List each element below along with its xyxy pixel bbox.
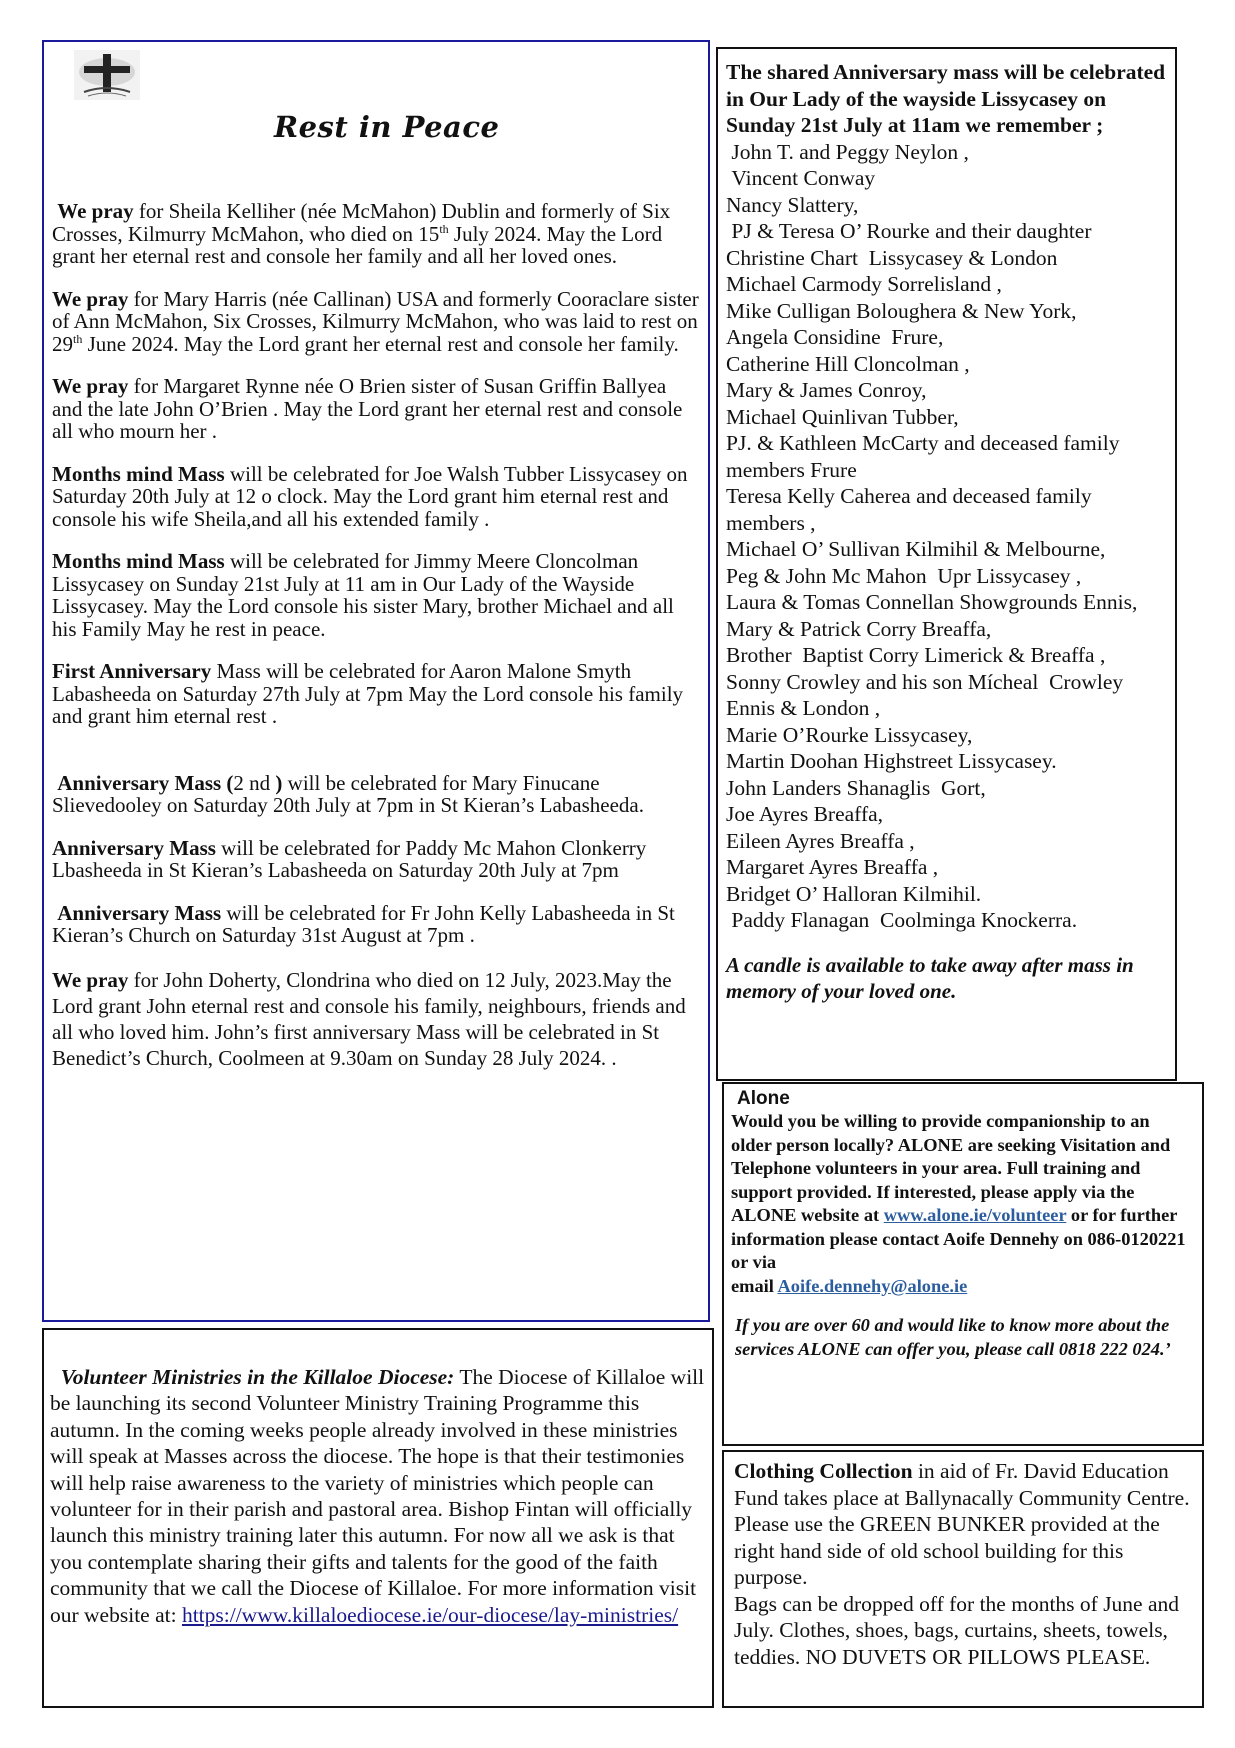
remembered-name: Mike Culligan Boloughera & New York,	[726, 298, 1077, 323]
alone-title: Alone	[737, 1088, 790, 1109]
remembered-name: Sonny Crowley and his son Mícheal Crowley Ennis & London ,	[726, 669, 1129, 720]
obituary-entry: We pray for Sheila Kelliher (née McMahon) Dublin and formerly of Six Crosses, Kilmurry McMahon, who died on 15th July 2024. May the Lord grant her eternal rest and console her family and all her loved ones.	[52, 199, 671, 268]
remembered-name: Angela Considine Frure,	[726, 325, 944, 349]
cross-icon	[74, 50, 140, 100]
remembered-name: Michael Carmody Sorrelisland ,	[726, 272, 1002, 296]
volunteer-text: Volunteer Ministries in the Killaloe Diocese: The Diocese of Killaloe will be launching its second Volunteer Ministry Training Programme this autumn. In the coming weeks people already involved in these ministries will speak at Masses across the diocese. The hope is that their testimonies will help raise awareness to the variety of ministries which people can volunteer for in their parish and pastoral area. Bishop Fintan will officially launch this ministry training later this autumn. For now all we ask is that you contemplate sharing their gifts and talents for the good of the faith community that we call the Diocese of Killaloe. For more information visit our website at: https://www.killaloediocese.ie/our-diocese/lay-ministries/	[50, 1365, 705, 1627]
remembered-name: Vincent Conway	[726, 166, 876, 190]
volunteer-ministries-box	[42, 1328, 714, 1708]
obituary-entry: First Anniversary Mass will be celebrated for Aaron Malone Smyth Labasheeda on Saturday 27th July at 7pm May the Lord console his family and grant him eternal rest .	[52, 659, 684, 728]
remembered-name: Marie O’Rourke Lissycasey,	[726, 722, 973, 747]
alone-over60-note: If you are over 60 and would like to know more about the services ALONE can offer you, please call 0818 222 024.’	[735, 1315, 1171, 1359]
rest-in-peace-box	[42, 40, 710, 1322]
remembered-name: Teresa Kelly Caherea and deceased family members ,	[726, 484, 1097, 535]
obituary-entry: We pray for Margaret Rynne née O Brien sister of Susan Griffin Ballyea and the late John O’Brien . May the Lord grant her eternal rest and console all who mourn her .	[52, 374, 683, 443]
remembered-name: Mary & James Conroy,	[726, 378, 927, 402]
obituary-entry: Months mind Mass will be celebrated for Joe Walsh Tubber Lissycasey on Saturday 20th July at 12 o clock. May the Lord grant him eternal rest and console his wife Sheila,and all his extended family .	[52, 461, 688, 531]
clothing-text-2: Bags can be dropped off for the months of June and July. Clothes, shoes, bags, curtains, sheets, towels, teddies. NO DUVETS OR PILLOWS PLEASE.	[734, 1591, 1180, 1669]
remembered-name: Michael Quinlivan Tubber,	[726, 404, 959, 429]
remembered-name: Michael O’ Sullivan Kilmihil & Melbourne,	[726, 537, 1106, 561]
diocese-website-link[interactable]: https://www.killaloediocese.ie/our-diocese/lay-ministries/	[181, 1602, 679, 1627]
remembered-name: Martin Doohan Highstreet Lissycasey.	[726, 749, 1057, 773]
remembered-name: Catherine Hill Cloncolman ,	[726, 351, 970, 376]
alone-volunteer-link[interactable]: www.alone.ie/volunteer	[883, 1205, 1067, 1225]
remembered-name: Laura & Tomas Connellan Showgrounds Ennis,	[726, 590, 1138, 614]
remembered-name: Eileen Ayres Breaffa ,	[726, 828, 915, 853]
page-title: Rest in Peace	[274, 110, 500, 144]
obituary-list	[52, 200, 700, 1071]
alone-text: Would you be willing to provide companionship to an older person locally? ALONE are seeking Visitation and Telephone volunteers in your area. Full training and support provided. If interested, please apply via the ALONE website at www.alone.ie/volunteer or for further information please contact Aoife Dennehy on 086-0120221 or via email Aoife.dennehy@alone.ie	[731, 1111, 1186, 1296]
obituary-entry: Anniversary Mass will be celebrated for Fr John Kelly Labasheeda in St Kieran’s Church on Saturday 31st August at 7pm .	[52, 900, 675, 947]
alone-box	[722, 1082, 1204, 1446]
obituary-entry: Months mind Mass will be celebrated for Jimmy Meere Cloncolman Lissycasey on Sunday 21st July at 11 am in Our Lady of the Wayside Lissycasey. May the Lord console his sister Mary, brother Michael and all his Family May he rest in peace.	[52, 549, 674, 641]
alone-email-link[interactable]: Aoife.dennehy@alone.ie	[777, 1275, 968, 1296]
remembered-name: PJ & Teresa O’ Rourke and their daughter Christine Chart Lissycasey & London	[726, 219, 1097, 270]
remembered-name: Paddy Flanagan Coolminga Knockerra.	[726, 908, 1078, 932]
obituary-entry: Anniversary Mass will be celebrated for Paddy Mc Mahon Clonkerry Lbasheeda in St Kieran’s Labasheeda on Saturday 20th July at 7pm	[52, 835, 647, 882]
obituary-entry: We pray for John Doherty, Clondrina who died on 12 July, 2023.May the Lord grant John eternal rest and console his family, neighbours, friends and all who loved him. John’s first anniversary Mass will be celebrated in St Benedict’s Church, Coolmeen at 9.30am on Sunday 28 July 2024. .	[52, 967, 686, 1070]
clothing-text: Clothing Collection in aid of Fr. David Education Fund takes place at Ballynacally Community Centre. Please use the GREEN BUNKER provided at the right hand side of old school building for this purpose.	[734, 1459, 1190, 1589]
remembered-name: Bridget O’ Halloran Kilmihil.	[726, 881, 982, 906]
remembered-name: Peg & John Mc Mahon Upr Lissycasey ,	[726, 563, 1082, 588]
remembered-name: PJ. & Kathleen McCarty and deceased family members Frure	[726, 431, 1125, 482]
remembered-name: John Landers Shanaglis Gort,	[726, 775, 986, 800]
candle-note: A candle is available to take away after mass in memory of your loved one.	[726, 952, 1134, 1003]
remembered-name: Brother Baptist Corry Limerick & Breaffa ,	[726, 643, 1106, 667]
remembered-names-list	[726, 139, 1167, 934]
shared-anniversary-box	[716, 47, 1177, 1081]
obituary-entry: We pray for Mary Harris (née Callinan) USA and formerly Cooraclare sister of Ann McMahon, Six Crosses, Kilmurry McMahon, who was laid to rest on 29th June 2024. May the Lord grant her eternal rest and console her family.	[52, 286, 699, 356]
remembered-name: John T. and Peggy Neylon ,	[726, 139, 969, 164]
remembered-name: Nancy Slattery,	[726, 192, 859, 217]
remembered-name: Margaret Ayres Breaffa ,	[726, 855, 939, 879]
remembered-name: Mary & Patrick Corry Breaffa,	[726, 616, 992, 641]
clothing-collection-box	[722, 1450, 1204, 1708]
obituary-entry: Anniversary Mass (2 nd ) will be celebrated for Mary Finucane Slievedooley on Saturday 20th July at 7pm in St Kieran’s Labasheeda.	[52, 770, 644, 817]
anniversary-heading: The shared Anniversary mass will be celebrated in Our Lady of the wayside Lissycasey on Sunday 21st July at 11am we remember ;	[726, 60, 1166, 137]
remembered-name: Joe Ayres Breaffa,	[726, 802, 884, 826]
